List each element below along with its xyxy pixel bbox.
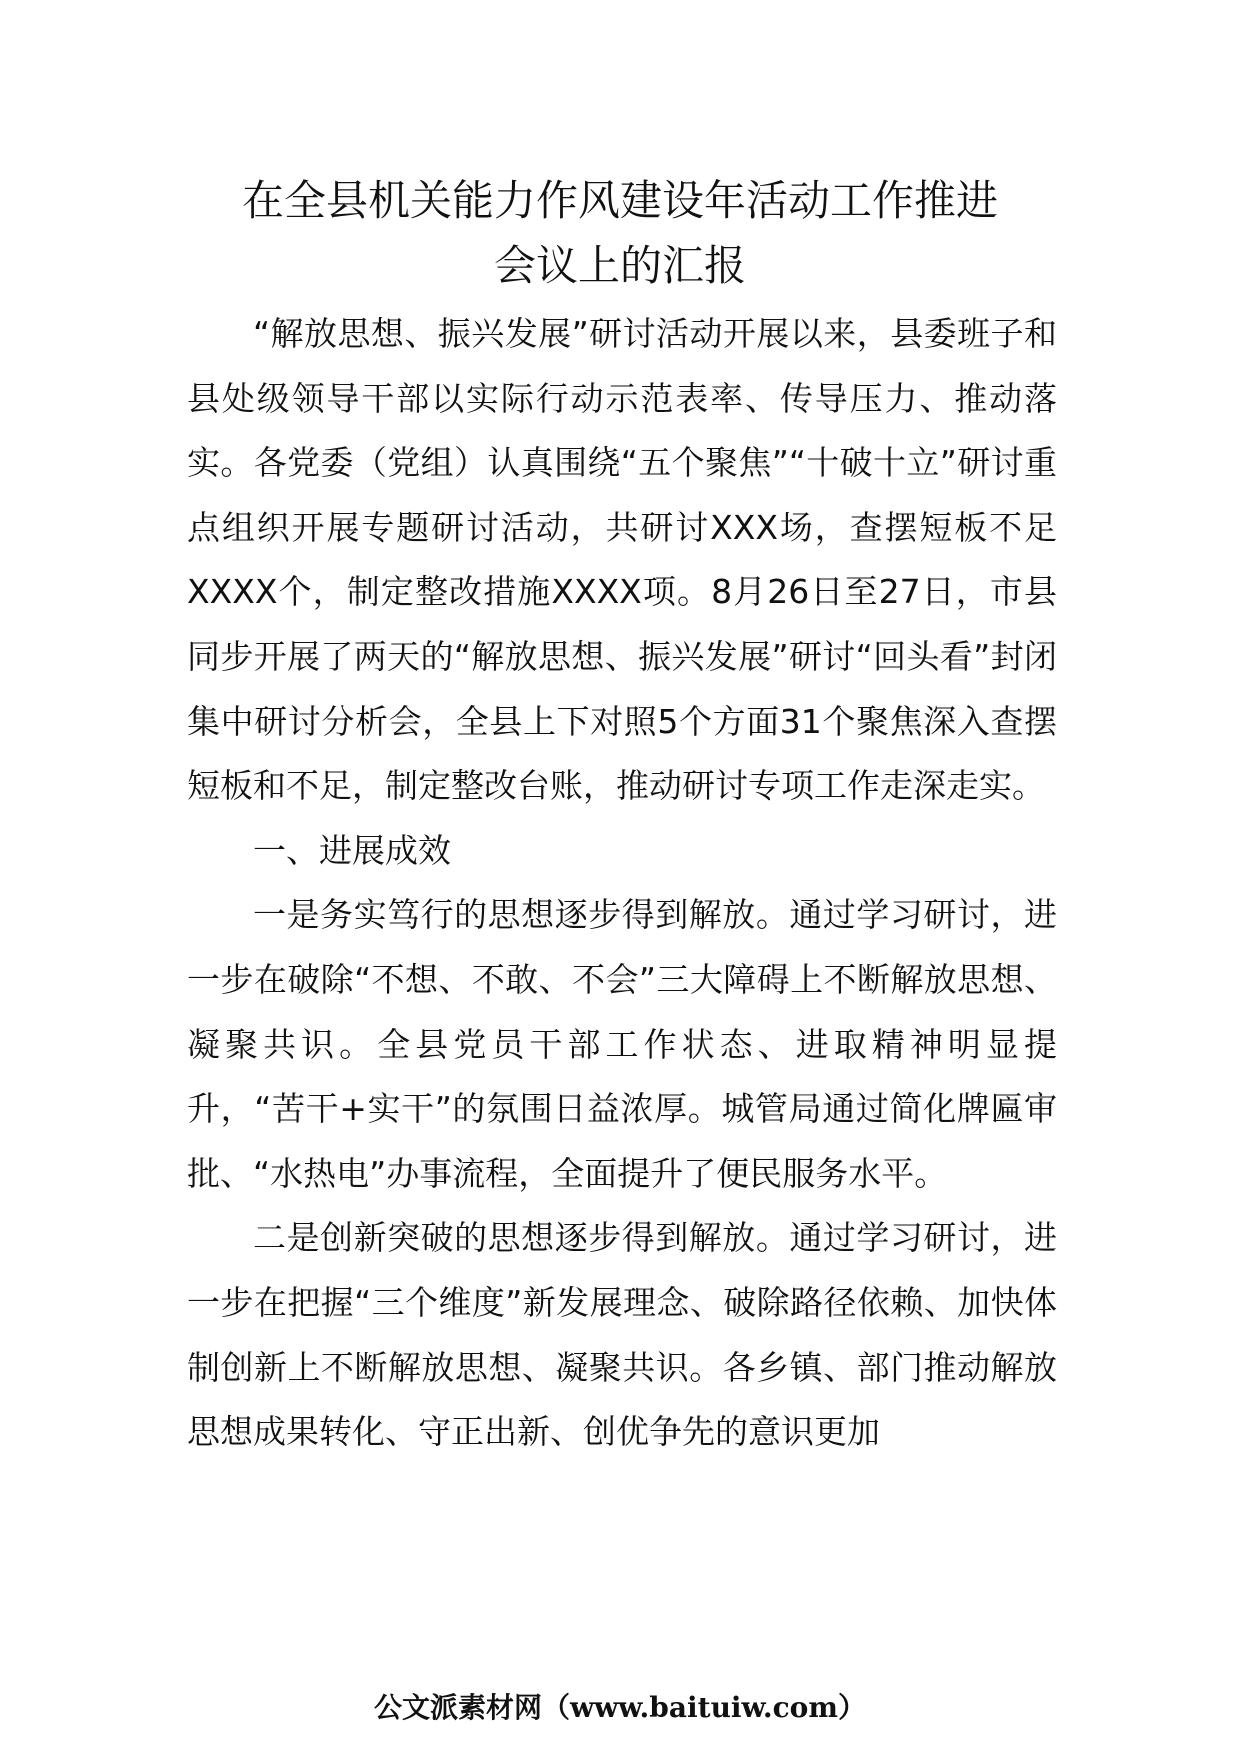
intro-paragraph: “解放思想、振兴发展”研讨活动开展以来，县委班子和县处级领导干部以实际行动示范表率、传导压力、推动落实。各党委（党组）认真围绕“五个聚焦”“十破十立”研讨重点组织开展专题研讨活动，共研讨XXX场，查摆短板不足XXXX个，制定整改措施XXXX项。8月26日至27日，市县同步开展了两天的“解放思想、振兴发展”研讨“回头看”封闭集中研讨分析会，全县上下对照5个方面31个聚焦深入查摆短板和不足，制定整改台账，推动研讨专项工作走深走实。: [187, 314, 1057, 806]
document-title: [150, 168, 1090, 298]
body-paragraph: 一是务实笃行的思想逐步得到解放。通过学习研讨，进一步在破除“不想、不敢、不会”三大障碍上不断解放思想、凝聚共识。全县党员干部工作状态、进取精神明显提升，“苦干+实干”的氛围日益浓厚。城管局通过简化牌匾审批、“水热电”办事流程，全面提升了便民服务水平。: [187, 895, 1057, 1193]
body-paragraph: 二是创新突破的思想逐步得到解放。通过学习研讨，进一步在把握“三个维度”新发展理念、破除路径依赖、加快体制创新上不断解放思想、凝聚共识。各乡镇、部门推动解放思想成果转化、守正出新、创优争先的意识更加: [187, 1218, 1057, 1452]
footer-watermark: 公文派素材网（www.baituiw.com）: [374, 1691, 866, 1724]
document-body: [187, 302, 1057, 1465]
section-heading: 一、进展成效: [253, 830, 451, 870]
title-line-2: 会议上的汇报: [493, 241, 746, 290]
title-line-1: 在全县机关能力作风建设年活动工作推进: [241, 176, 998, 225]
